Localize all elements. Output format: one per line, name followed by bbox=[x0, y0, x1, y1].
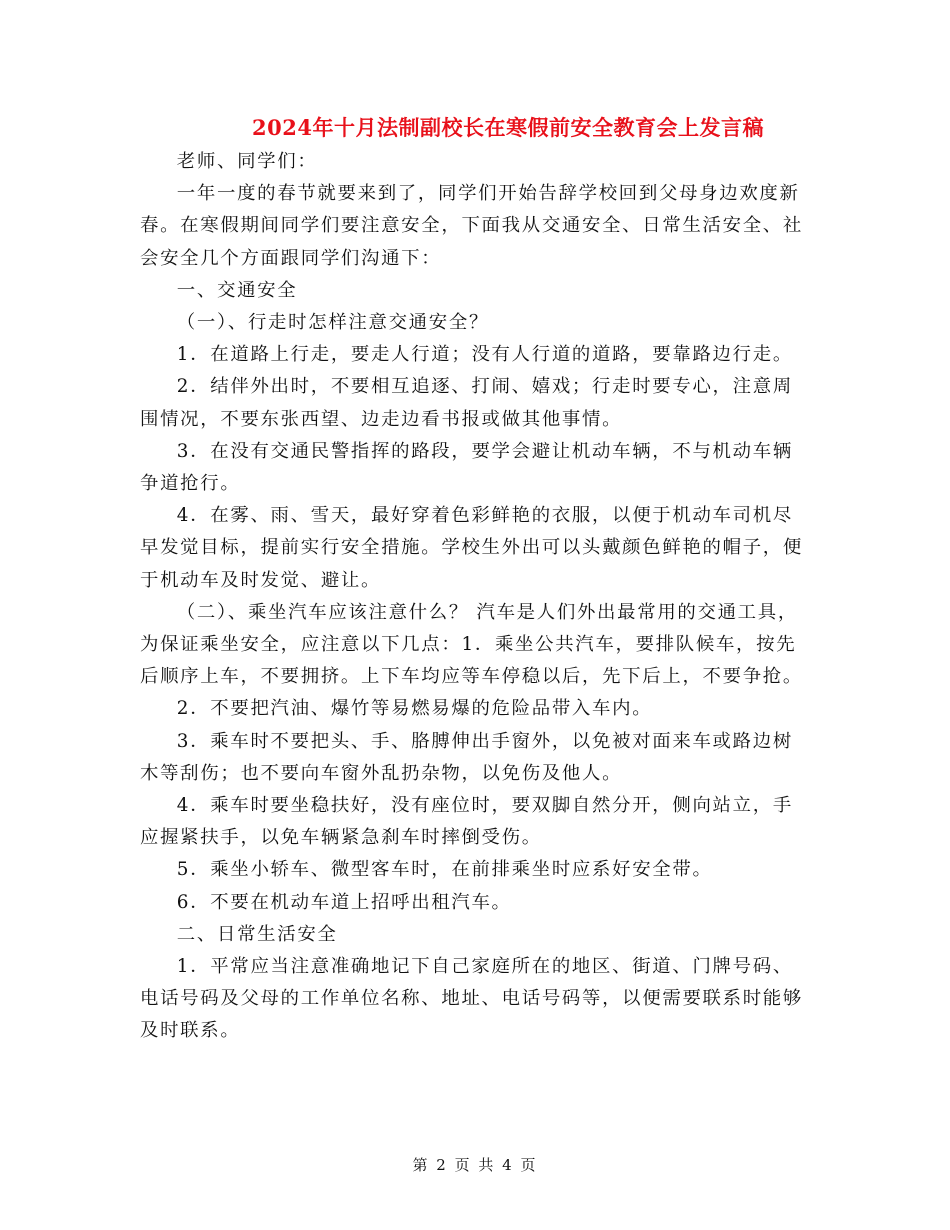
list-item: 6．不要在机动车道上招呼出租汽车。 bbox=[176, 891, 512, 913]
list-item: 2．结伴外出时，不要相互追逐、打闹、嬉戏；行走时要专心，注意周围情况，不要东张西望、边走边看书报或做其他事情。 bbox=[140, 376, 793, 430]
page-number-footer: 第 2 页 共 4 页 bbox=[412, 1156, 538, 1174]
list-item: 4．在雾、雨、雪天，最好穿着色彩鲜艳的衣服，以便于机动车司机尽早发觉目标，提前实行安全措施。学校生外出可以头戴颜色鲜艳的帽子，便于机动车及时发觉、避让。 bbox=[140, 505, 803, 591]
intro-paragraph: 一年一度的春节就要来到了，同学们开始告辞学校回到父母身边欢度新春。在寒假期间同学们要注意安全，下面我从交通安全、日常生活安全、社会安全几个方面跟同学们沟通下： bbox=[140, 183, 803, 269]
list-item: 2．不要把汽油、爆竹等易燃易爆的危险品带入车内。 bbox=[176, 698, 653, 720]
document-body bbox=[140, 146, 810, 1048]
greeting-paragraph: 老师、同学们： bbox=[176, 151, 318, 172]
section-heading-traffic: 一、交通安全 bbox=[176, 279, 298, 301]
list-item: 3．乘车时不要把头、手、胳膊伸出手窗外，以免被对面来车或路边树木等刮伤；也不要向车窗外乱扔杂物，以免伤及他人。 bbox=[140, 730, 793, 784]
subsection-heading-riding: （二）、乘坐汽车应该注意什么？ 汽车是人们外出最常用的交通工具，为保证乘坐安全，应注意以下几点：1．乘坐公共汽车，要排队候车，按先后顺序上车，不要拥挤。上下车均应等车停稳以后，先下后上，不要争抢。 bbox=[140, 601, 803, 688]
list-item: 3．在没有交通民警指挥的路段，要学会避让机动车辆，不与机动车辆争道抢行。 bbox=[140, 440, 793, 495]
list-item: 1．在道路上行走，要走人行道；没有人行道的道路，要靠路边行走。 bbox=[176, 344, 793, 366]
list-item: 4．乘车时要坐稳扶好，没有座位时，要双脚自然分开，侧向站立，手应握紧扶手，以免车辆紧急刹车时摔倒受伤。 bbox=[140, 795, 793, 849]
list-item: 5．乘坐小轿车、微型客车时，在前排乘坐时应系好安全带。 bbox=[176, 859, 713, 881]
section-heading-daily-life: 二、日常生活安全 bbox=[176, 923, 338, 945]
list-item: 1．平常应当注意准确地记下自己家庭所在的地区、街道、门牌号码、电话号码及父母的工作单位名称、地址、电话号码等，以便需要联系时能够及时联系。 bbox=[140, 956, 803, 1042]
document-title: 2024年十月法制副校长在寒假前安全教育会上发言稿 bbox=[252, 115, 764, 140]
subsection-heading-walking: （一）、行走时怎样注意交通安全？ bbox=[176, 312, 490, 334]
